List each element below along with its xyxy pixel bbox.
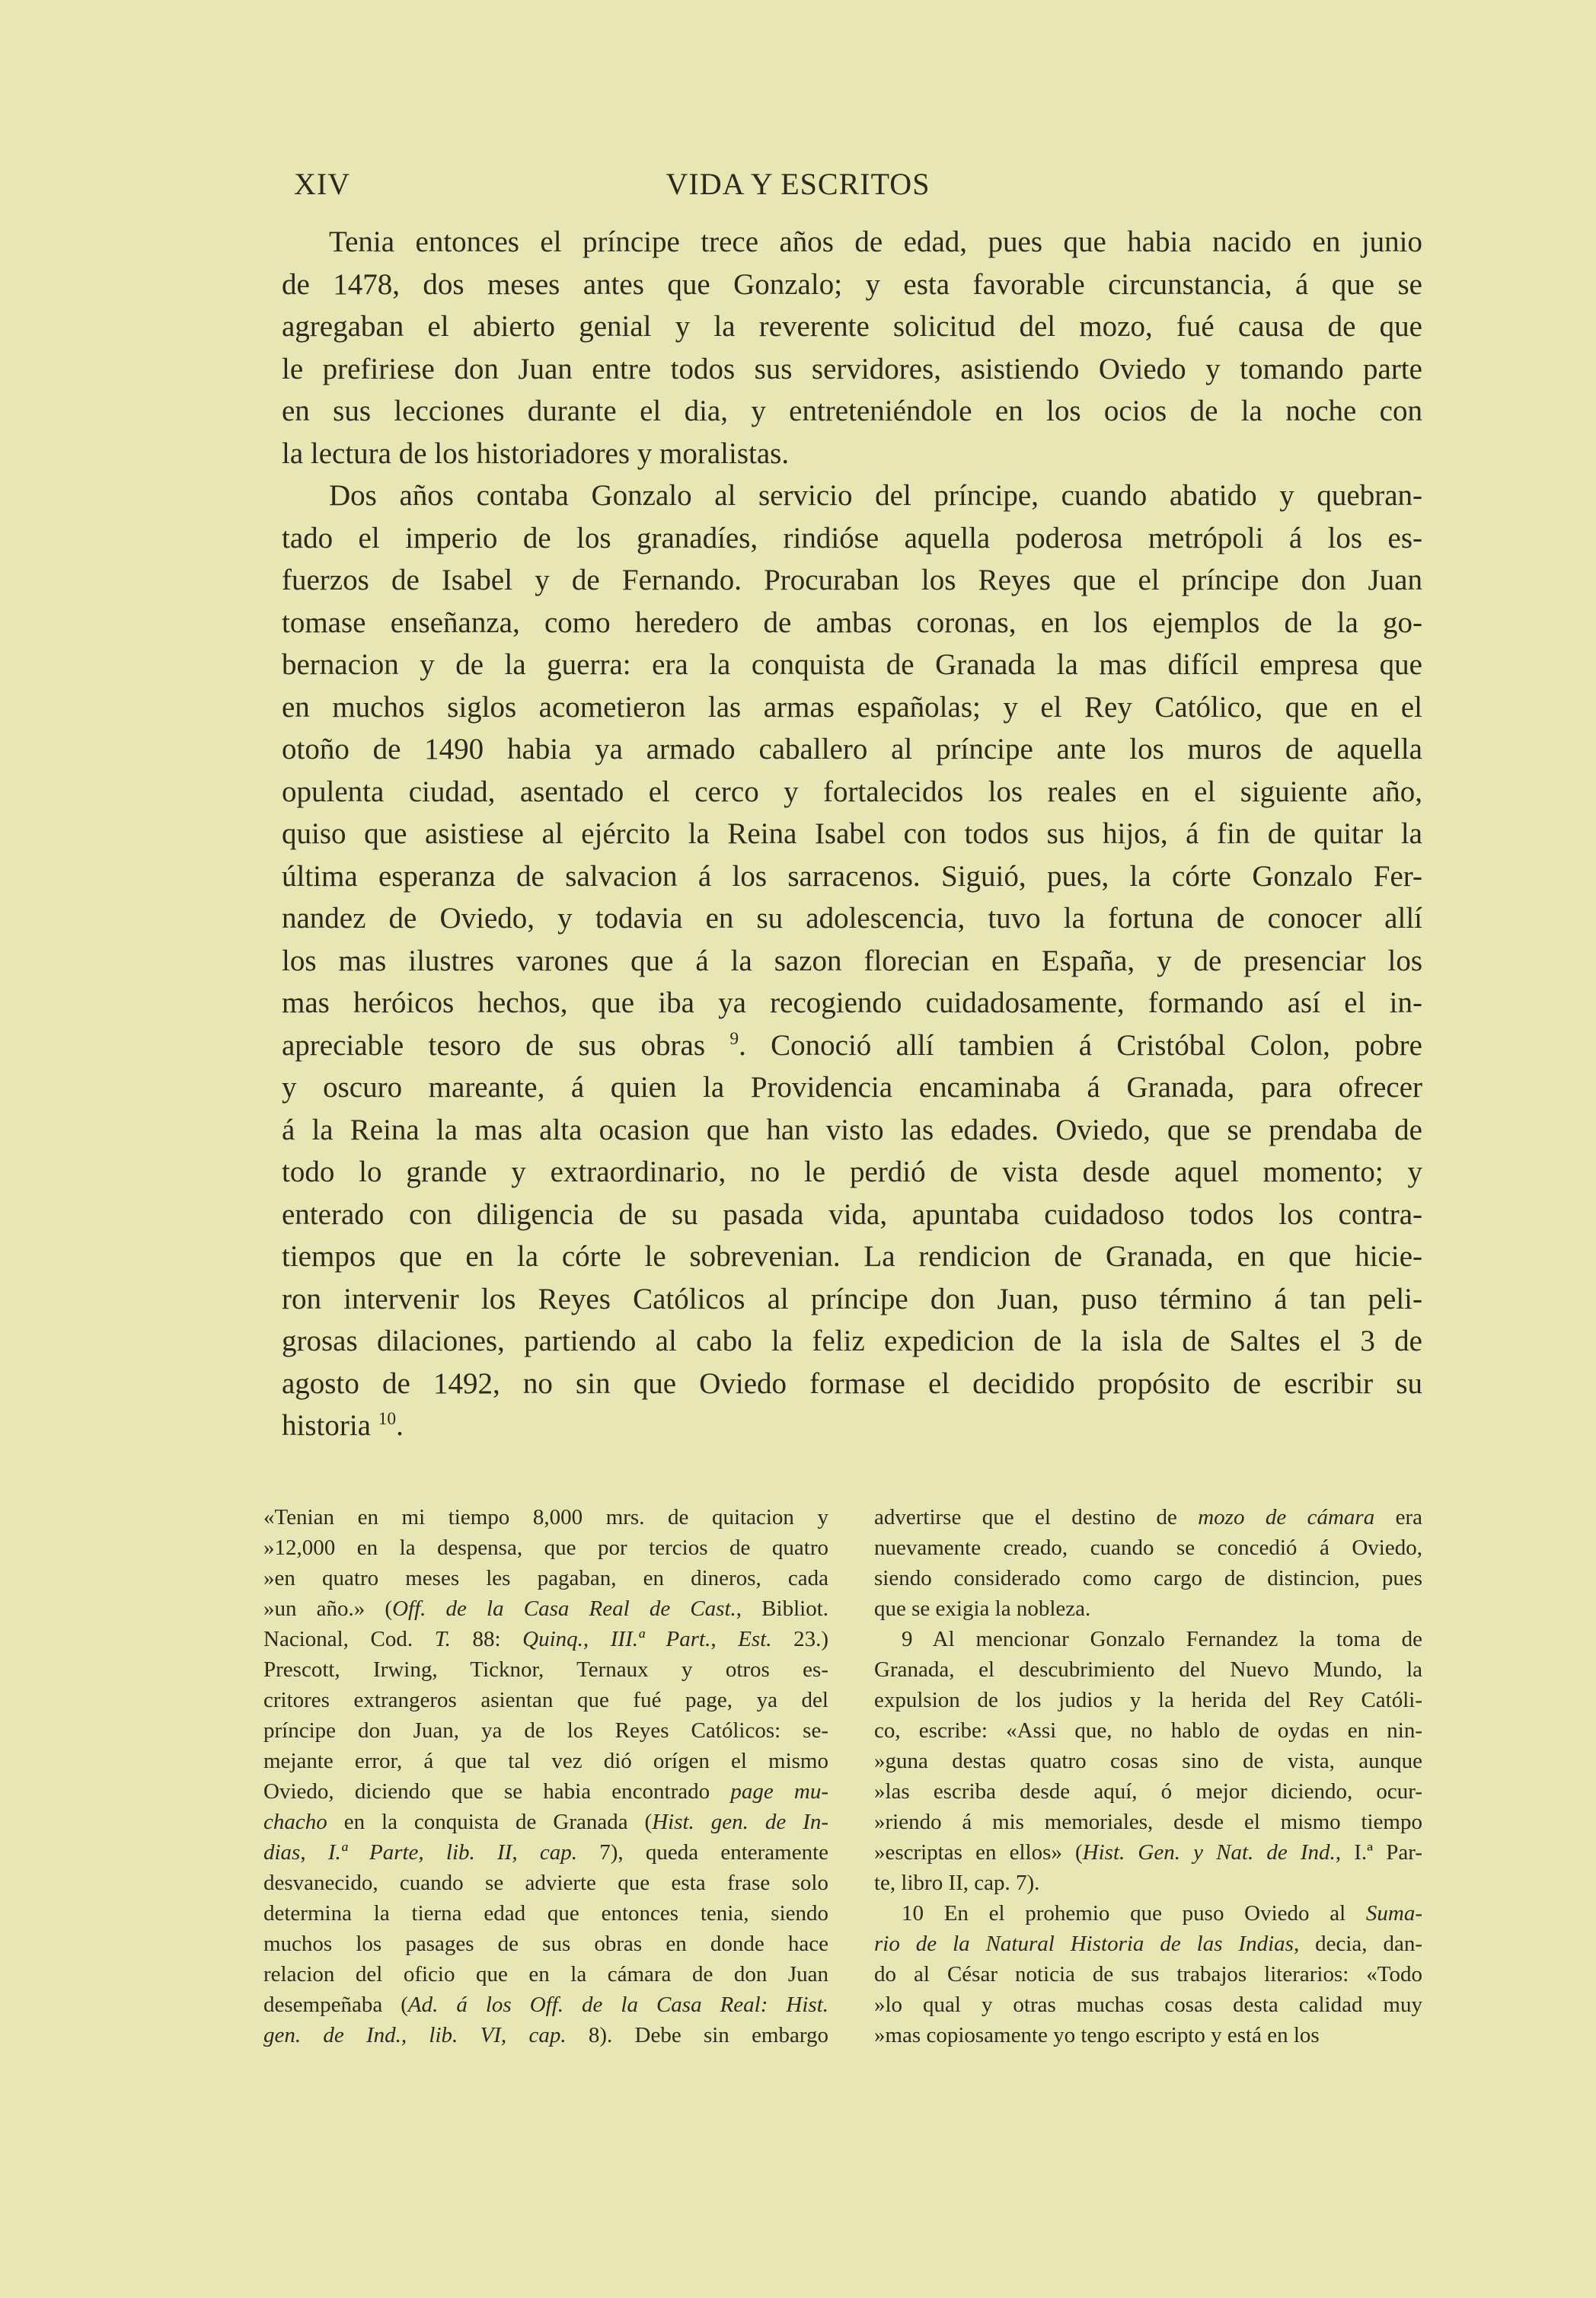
text-run: mejante error, á que tal vez dió orígen el mismo xyxy=(263,1749,828,1773)
text-run: Nacional, Cod. xyxy=(263,1627,435,1651)
text-line xyxy=(263,1715,828,1746)
text-run: fuerzos de Isabel y de Fernando. Procuraban los Reyes que el príncipe don Juan xyxy=(282,564,1422,596)
text-line xyxy=(263,1685,828,1715)
text-line xyxy=(282,1024,1422,1067)
text-line xyxy=(282,1320,1422,1363)
text-line xyxy=(282,1405,1422,1447)
text-run: y oscuro mareante, á quien la Providencia encaminaba á Granada, para ofrecer xyxy=(282,1071,1422,1104)
text-line xyxy=(282,771,1422,813)
text-line xyxy=(282,1278,1422,1321)
text-run: Granada, el descubrimiento del Nuevo Mundo, la xyxy=(874,1657,1422,1682)
text-line xyxy=(282,1363,1422,1405)
text-run: otoño de 1490 habia ya armado caballero al príncipe ante los muros de aquella xyxy=(282,733,1422,765)
text-line xyxy=(282,1066,1422,1109)
footnotes-right-column xyxy=(874,1502,1422,2050)
text-run: »lo qual y otras muchas cosas desta calidad muy xyxy=(874,1993,1422,2017)
italic-text-run: mozo de cámara xyxy=(1198,1505,1375,1529)
text-line xyxy=(282,813,1422,855)
text-line xyxy=(874,1807,1422,1837)
text-line xyxy=(874,1685,1422,1715)
text-run: muchos los pasages de sus obras en donde hace xyxy=(263,1932,828,1956)
text-run: critores extrangeros asientan que fué page, ya del xyxy=(263,1688,828,1712)
text-run: tado el imperio de los granadíes, rindióse aquella poderosa metrópoli á los es- xyxy=(282,521,1422,555)
text-line xyxy=(282,728,1422,771)
italic-text-run: gen. de Ind., lib. VI, cap. xyxy=(263,2023,567,2047)
text-line xyxy=(263,1990,828,2020)
text-run: quiso que asistiese al ejército la Reina Isabel con todos sus hijos, á fin de quitar la xyxy=(282,817,1422,850)
italic-text-run: Hist. gen. de In- xyxy=(652,1810,828,1834)
text-run: determina la tierna edad que entonces tenia, siendo xyxy=(263,1901,828,1926)
text-run: , decia, dan- xyxy=(1293,1932,1422,1956)
text-line xyxy=(282,686,1422,729)
text-run: , xyxy=(583,1627,611,1651)
text-line xyxy=(874,1898,1422,1929)
text-run: tiempos que en la córte le sobrevenian. La rendicion de Granada, en que hicie- xyxy=(282,1240,1422,1273)
text-run: siendo considerado como cargo de distincion, pues xyxy=(874,1566,1422,1590)
italic-text-run: Ad. á los Off. de la Casa Real: Hist. xyxy=(407,1993,828,2017)
text-line xyxy=(282,644,1422,686)
text-line xyxy=(263,1593,828,1624)
text-line xyxy=(282,305,1422,348)
text-run: , Bibliot. xyxy=(736,1596,828,1621)
text-run: 8). Debe sin embargo xyxy=(566,2023,828,2047)
italic-text-run: dias xyxy=(263,1840,301,1865)
text-line xyxy=(874,1990,1422,2020)
text-line xyxy=(263,1746,828,1776)
text-run: bernacion y de la guerra: era la conquista de Granada la mas difícil empresa que xyxy=(282,648,1422,681)
text-run: príncipe don Juan, ya de los Reyes Católicos: se- xyxy=(263,1718,828,1743)
text-run: Prescott, Irwing, Ticknor, Ternaux y otros es- xyxy=(263,1657,828,1682)
text-run: desempeñaba ( xyxy=(263,1993,408,2017)
text-line xyxy=(874,2020,1422,2050)
text-run: relacion del oficio que en la cámara de don Juan xyxy=(263,1962,828,1986)
text-line xyxy=(263,1929,828,1959)
text-run: nuevamente creado, cuando se concedió á Oviedo, xyxy=(874,1536,1422,1560)
italic-text-run: Off. de la Casa Real de Cast. xyxy=(392,1596,736,1621)
text-run: todo lo grande y extraordinario, no le perdió de vista desde aquel momento; y xyxy=(282,1155,1422,1188)
text-run: . xyxy=(396,1409,404,1442)
italic-text-run: I.ª Parte, lib. II, cap. xyxy=(327,1840,577,1865)
text-run: 9 Al mencionar Gonzalo Fernandez la toma de xyxy=(902,1627,1422,1651)
text-line xyxy=(282,433,1422,475)
text-line xyxy=(282,390,1422,433)
text-line xyxy=(263,1624,828,1654)
text-run: 23.) xyxy=(771,1627,828,1651)
text-run: 7), queda enteramente xyxy=(576,1840,828,1865)
text-run: »guna destas quatro cosas sino de vista, aunque xyxy=(874,1749,1422,1773)
text-run: »12,000 en la despensa, que por tercios de quatro xyxy=(263,1536,828,1560)
text-line xyxy=(282,602,1422,644)
text-line xyxy=(282,1151,1422,1194)
text-line xyxy=(282,348,1422,391)
text-run: tomase enseñanza, como heredero de ambas coronas, en los ejemplos de la go- xyxy=(282,606,1422,639)
text-line xyxy=(263,1533,828,1563)
body-text xyxy=(282,221,1422,1447)
text-line xyxy=(282,517,1422,560)
text-run: Tenia entonces el príncipe trece años de edad, pues que habia nacido en junio xyxy=(329,225,1422,258)
text-run: que se exigia la nobleza. xyxy=(874,1596,1091,1621)
text-run: en sus lecciones durante el dia, y entreteniéndole en los ocios de la noche con xyxy=(282,395,1422,427)
text-line xyxy=(874,1654,1422,1685)
text-line xyxy=(263,1868,828,1898)
text-run: en la conquista de Granada ( xyxy=(327,1810,653,1834)
text-run: . Conoció allí tambien á Cristóbal Colon, pobre xyxy=(739,1028,1422,1062)
text-run: »mas copiosamente yo tengo escripto y está en los xyxy=(874,2023,1320,2047)
text-line xyxy=(263,1563,828,1593)
text-line xyxy=(282,475,1422,517)
italic-text-run: page mu- xyxy=(730,1779,828,1804)
text-line xyxy=(874,1502,1422,1533)
text-line xyxy=(282,982,1422,1024)
text-line xyxy=(263,1959,828,1990)
text-run: opulenta ciudad, asentado el cerco y fortalecidos los reales en el siguiente año, xyxy=(282,775,1422,808)
text-run: 10 En el prohemio que puso Oviedo al xyxy=(902,1901,1366,1926)
footnotes-left-column xyxy=(263,1502,828,2050)
text-run: era xyxy=(1374,1505,1422,1529)
text-line xyxy=(874,1929,1422,1959)
text-run: «Tenian en mi tiempo 8,000 mrs. de quitacion y xyxy=(263,1505,828,1529)
text-line xyxy=(282,855,1422,898)
text-run: »riendo á mis memoriales, desde el mismo tiempo xyxy=(874,1810,1422,1834)
text-run: mas heróicos hechos, que iba ya recogiendo cuidadosamente, formando así el in- xyxy=(282,986,1422,1019)
italic-text-run: Est. xyxy=(738,1627,772,1651)
text-run: última esperanza de salvacion á los sarracenos. Siguió, pues, la córte Gonzalo Fer- xyxy=(282,859,1422,893)
text-line xyxy=(874,1563,1422,1593)
footnote-reference: 10 xyxy=(378,1409,397,1429)
text-line xyxy=(282,1194,1422,1236)
italic-text-run: Hist. Gen. y Nat. de Ind. xyxy=(1082,1840,1336,1865)
text-line xyxy=(874,1868,1422,1898)
text-line xyxy=(263,2020,828,2050)
text-run: desvanecido, cuando se advierte que esta frase solo xyxy=(263,1871,828,1895)
text-line xyxy=(874,1624,1422,1654)
italic-text-run: Quinq. xyxy=(522,1627,583,1651)
text-run: 88: xyxy=(450,1627,523,1651)
text-run: agregaban el abierto genial y la reverente solicitud del mozo, fué causa de que xyxy=(282,310,1422,343)
text-run: en muchos siglos acometieron las armas españolas; y el Rey Católico, que en el xyxy=(282,690,1422,724)
text-run: »un año.» ( xyxy=(263,1596,393,1621)
text-run: ron intervenir los Reyes Católicos al príncipe don Juan, puso término á tan peli- xyxy=(282,1282,1422,1315)
text-run: enterado con diligencia de su pasada vida, apuntaba cuidadoso todos los contra- xyxy=(282,1197,1422,1231)
text-line xyxy=(282,1109,1422,1152)
text-run: de 1478, dos meses antes que Gonzalo; y esta favorable circunstancia, á que se xyxy=(282,267,1422,301)
text-line xyxy=(874,1776,1422,1807)
text-run: te, libro II, cap. 7). xyxy=(874,1871,1040,1895)
text-line xyxy=(263,1502,828,1533)
text-run: , xyxy=(710,1627,739,1651)
text-line xyxy=(263,1654,828,1685)
text-line xyxy=(263,1898,828,1929)
text-line xyxy=(282,559,1422,602)
text-line xyxy=(874,1533,1422,1563)
text-run: historia xyxy=(282,1409,378,1442)
italic-text-run: rio de la Natural Historia de las Indias xyxy=(874,1932,1294,1956)
text-run: le prefiriese don Juan entre todos sus servidores, asistiendo Oviedo y tomando parte xyxy=(282,352,1422,385)
text-run: nandez de Oviedo, y todavia en su adolescencia, tuvo la fortuna de conocer allí xyxy=(282,902,1422,935)
text-run: expulsion de los judios y la herida del Rey Católi- xyxy=(874,1688,1422,1712)
text-line xyxy=(874,1837,1422,1868)
text-run: advertirse que el destino de xyxy=(874,1505,1199,1529)
text-run: agosto de 1492, no sin que Oviedo formase el decidido propósito de escribir su xyxy=(282,1366,1422,1400)
text-line xyxy=(263,1837,828,1868)
text-run: do al César noticia de sus trabajos literarios: «Todo xyxy=(874,1962,1422,1986)
text-run: »las escriba desde aquí, ó mejor diciendo, ocur- xyxy=(874,1779,1422,1804)
footnote-reference: 9 xyxy=(729,1028,739,1049)
text-line xyxy=(282,221,1422,264)
text-line xyxy=(282,940,1422,983)
text-run: Oviedo, diciendo que se habia encontrado xyxy=(263,1779,731,1804)
italic-text-run: Suma- xyxy=(1365,1901,1422,1926)
text-run: los mas ilustres varones que á la sazon florecian en España, y de presenciar los xyxy=(282,944,1422,977)
page-number: XIV xyxy=(294,167,351,201)
running-title: VIDA Y ESCRITOS xyxy=(666,167,930,201)
italic-text-run: III.ª Part. xyxy=(610,1627,711,1651)
text-run: co, escribe: «Assi que, no hablo de oydas en nin- xyxy=(874,1718,1422,1743)
text-run: apreciable tesoro de sus obras xyxy=(282,1028,730,1062)
text-line xyxy=(282,1235,1422,1278)
text-line xyxy=(282,897,1422,940)
text-run: grosas dilaciones, partiendo al cabo la feliz expedicion de la isla de Saltes el 3 de xyxy=(282,1325,1422,1357)
text-line xyxy=(874,1715,1422,1746)
text-run: Dos años contaba Gonzalo al servicio del príncipe, cuando abatido y quebran- xyxy=(329,479,1422,512)
text-line xyxy=(282,264,1422,306)
text-run: »escriptas en ellos» ( xyxy=(874,1840,1083,1865)
text-line xyxy=(263,1807,828,1837)
text-run: la lectura de los historiadores y moralistas. xyxy=(282,436,790,470)
italic-text-run: chacho xyxy=(263,1810,327,1834)
text-run: , I.ª Par- xyxy=(1335,1840,1422,1865)
text-run: , xyxy=(300,1840,328,1865)
text-line xyxy=(874,1746,1422,1776)
text-line xyxy=(874,1959,1422,1990)
italic-text-run: T. xyxy=(434,1627,451,1651)
text-run: »en quatro meses les pagaban, en dineros, cada xyxy=(263,1566,828,1590)
text-line xyxy=(263,1776,828,1807)
text-run: á la Reina la mas alta ocasion que han visto las edades. Oviedo, que se prendaba de xyxy=(282,1113,1422,1146)
text-line xyxy=(874,1593,1422,1624)
